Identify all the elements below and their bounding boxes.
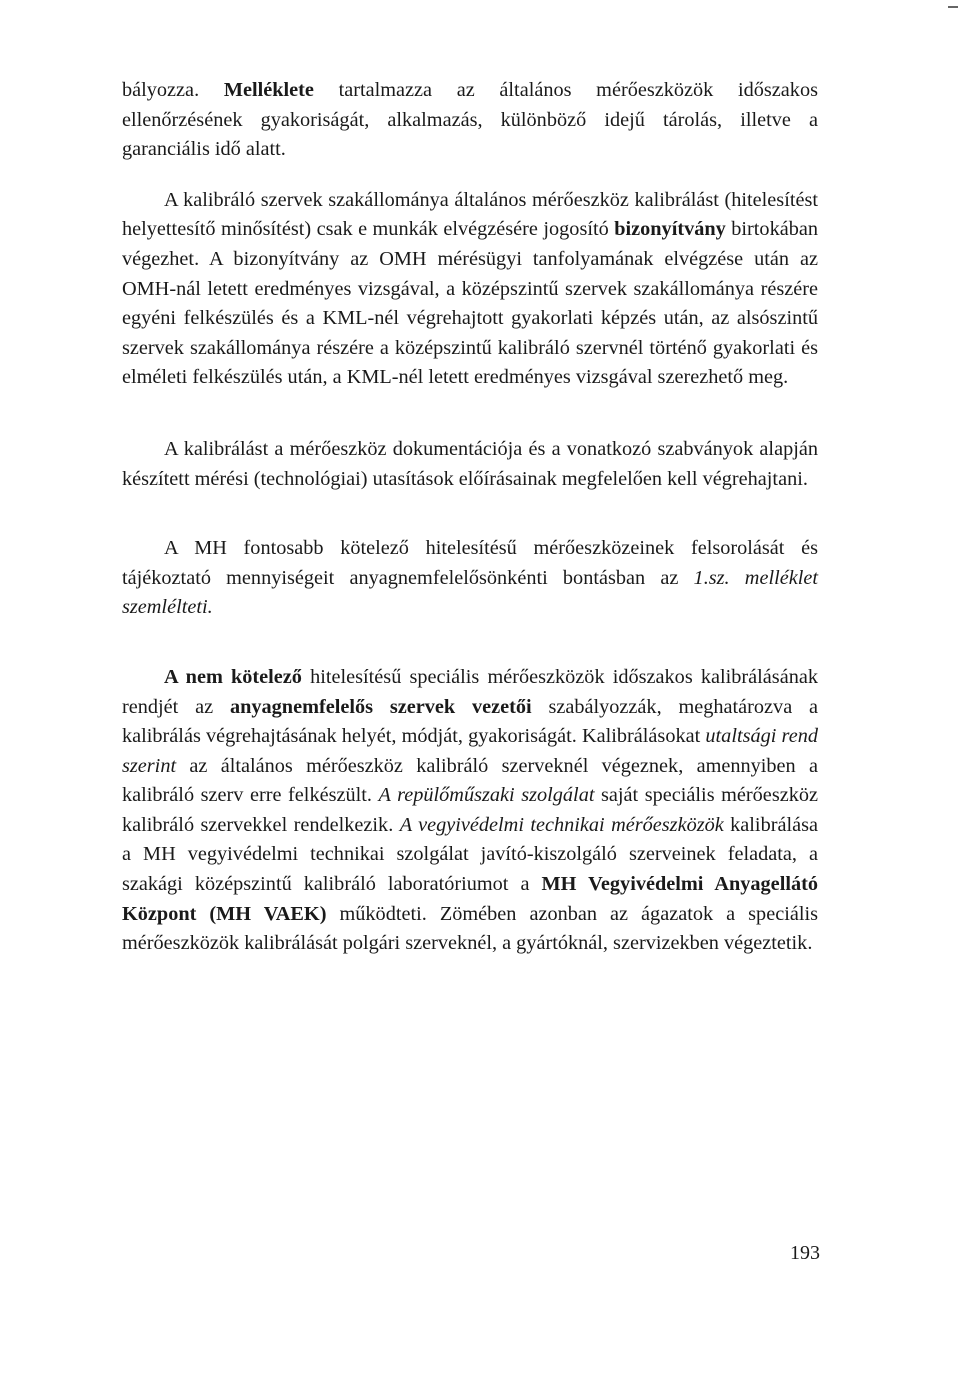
text-segment: MH Vegyivédelmi Anyagellátó Központ (MH VAEK) [122,873,818,925]
text-segment: működteti. Zömében azonban az ágazatok a speciális mérőeszközök kalibrálását polgári szerveknél, a gyártóknál, szervizekben végeztetik. [122,902,818,955]
paragraph-4 [122,534,818,623]
text-segment: utaltsági rend szerint [122,725,818,777]
text-segment: kalibrálása a MH vegyivédelmi technikai szolgálat javító-kiszolgáló szerveinek feladata, a szakági középszintű kalibráló laboratóriumot a [122,813,818,896]
paragraph-1 [122,76,818,165]
text-segment: az általános mérőeszköz kalibráló szerveknél végeznek, amennyiben a kalibráló szerv erre felkészült. [122,754,818,807]
text-segment: tartalmazza az általános mérőeszközök időszakos ellenőrzésének gyakoriságát, alkalmazás, különböző idejű tárolás, illetve a garanciális idő alatt. [122,79,818,161]
text-segment: A vegyivédelmi technikai mérőeszközök [399,813,724,836]
text-segment: szabályozzák, meghatározva a kalibrálás végrehajtásának helyét, módját, gyakoriságát. Kalibrálásokat [122,695,819,748]
text-segment: birtokában végezhet. A bizonyítvány az OMH mérésügyi tanfolyamának elvégzése után az OMH-nál letett eredményes vizsgával, a középszintű szervek szakállománya részére egyéni felkészülés és a KML-nél végrehajtott gyakorlati képzés után, az alsószintű szervek szakállománya részére a középszintű kalibráló szervnél történő gyakorlati és elméleti felkészülés után, a KML-nél letett eredményes vizsgával szerezhető meg. [122,218,818,389]
text-segment: bizonyítvány [614,218,726,241]
text-segment: A MH fontosabb kötelező hitelesítésű mérőeszközeinek felsorolását és tájékoztató mennyiségeit anyagnemfelelősönkénti bontásban az [122,537,818,589]
paragraph-5 [122,663,818,959]
scan-edge-mark [948,6,958,8]
page-number: 193 [790,1242,820,1264]
paragraph-3 [122,435,818,494]
text-segment: A kalibrálást a mérőeszköz dokumentációja és a vonatkozó szabványok alapján készített mérési (technológiai) utasítások előírásainak megfelelően kell végrehajtani. [122,437,818,490]
text-segment: A kalibráló szervek szakállománya általános mérőeszköz kalibrálást (hitelesítést helyettesítő minősítést) csak e munkák elvégzésére jogosító [122,188,818,241]
text-segment: anyagnemfelelős szervek vezetői [229,695,532,718]
page-body [122,76,818,959]
text-segment: Melléklete [223,79,314,101]
text-segment: A repülőműszaki szolgálat [378,784,595,807]
text-segment: bályozza. [122,79,224,101]
text-segment: saját speciális mérőeszköz kalibráló szervekkel rendelkezik. [122,784,818,836]
text-segment: A nem kötelező [164,665,302,688]
paragraph-2 [122,186,818,393]
text-segment: 1.sz. melléklet szemlélteti. [122,566,818,619]
text-segment: hitelesítésű speciális mérőeszközök időszakos kalibrálásának rendjét az [122,665,818,718]
